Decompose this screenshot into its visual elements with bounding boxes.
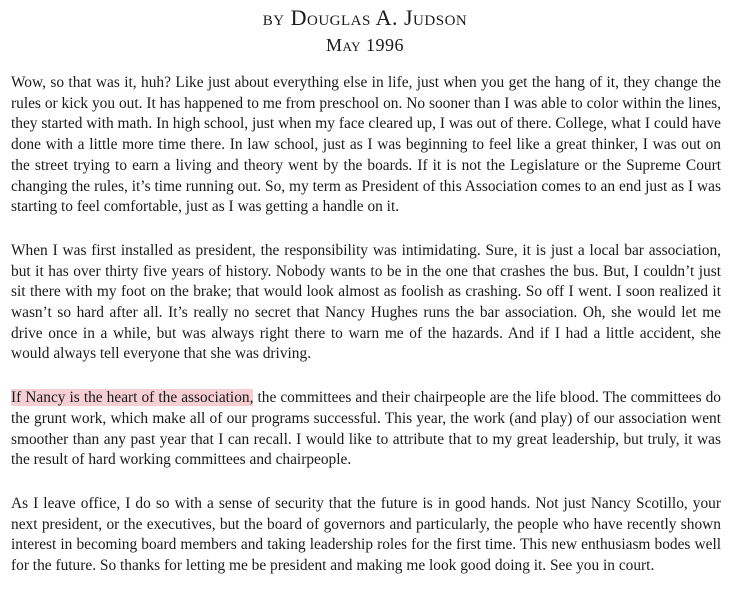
publication-date: May 1996 xyxy=(325,35,405,55)
author-byline: by Douglas A. Judson xyxy=(262,5,468,30)
highlighted-sentence[interactable]: If Nancy is the heart of the association, xyxy=(11,389,254,407)
paragraph-4: As I leave office, I do so with a sense of security that the future is in good hands. Not just Nancy Scotillo, your next president, or the executives, but the board of governors and particularly, the people who have recently shown interest in becoming board members and taking leadership roles for the first time. This new enthusiasm bodes well for the future. So thanks for letting me be president and making me look good doing it. See you in court. xyxy=(11,494,721,575)
paragraph-2: When I was first installed as president, the responsibility was intimidating. Sure, it is just a local bar association, but it has over thirty five years of history. Nobody wants to be in the one that crashes the bus. But, I couldn’t just sit there with my foot on the brake; that would look almost as foolish as crashing. So off I went. I soon realized it wasn’t so hard after all. It’s really no secret that Nancy Hughes runs the bar association. Oh, she would let me drive once in a while, but was always right there to warn me of the hazards. And if I had a little accident, she would always tell everyone that she was driving. xyxy=(11,241,721,363)
paragraph-1: Wow, so that was it, huh? Like just about everything else in life, just when you get the hang of it, they change the rules or kick you out. It has happened to me from preschool on. No sooner than I was able to color within the lines, they started with math. In high school, just when my face cleared up, I was out of there. College, what I could have done with a little more time there. In law school, just as I was beginning to feel like a great thinker, I was out on the street trying to earn a living and theory went by the boards. If it is not the Legislature or the Supreme Court changing the rules, it’s time running out. So, my term as President of this Association comes to an end just as I was starting to feel comfortable, just as I was getting a handle on it. xyxy=(11,74,721,216)
article-body xyxy=(11,73,721,600)
paragraph-3 xyxy=(11,388,721,471)
paragraph-3-text: the committees and their chairpeople are the life blood. The committees do the grunt work, which make all of our programs successful. This year, the work (and play) of our association went smoother than any past year that I can recall. I would like to attribute that to my great leadership, but truly, it was the result of hard working committees and chairpeople. xyxy=(11,389,721,469)
